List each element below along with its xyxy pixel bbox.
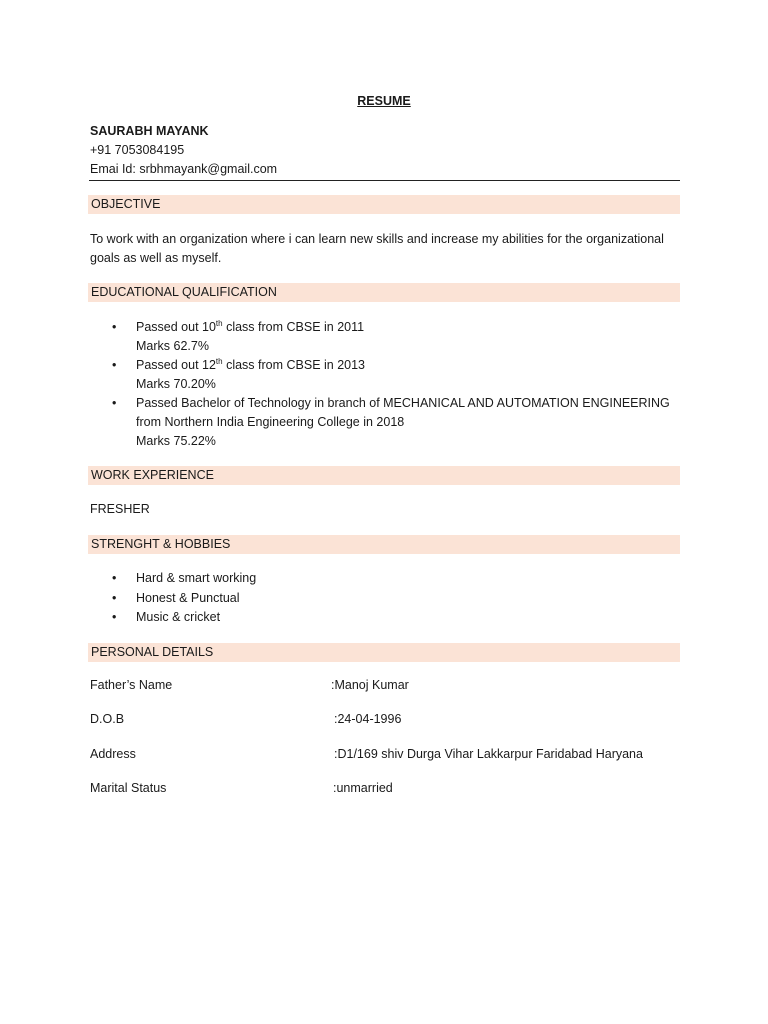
list-item [90,608,680,628]
detail-row-dob [90,710,680,729]
bullet-icon: • [112,610,117,624]
list-item [90,318,680,356]
list-item [90,356,680,394]
strengths-heading: STRENGHT & HOBBIES [88,535,680,554]
strength-item: Hard & smart working [136,571,257,585]
detail-value: :Manoj Kumar [331,678,409,692]
personal-heading: PERSONAL DETAILS [88,643,680,662]
email-line: Emai Id: srbhmayank@gmail.com [90,162,278,176]
detail-value: :D1/169 shiv Durga Vihar Lakkarpur Faridabad Haryana [334,747,643,761]
detail-value: :unmarried [333,781,393,795]
education-item-text [136,356,680,375]
objective-line: goals as well as myself. [90,251,222,265]
superscript: th [215,318,223,328]
contact-block [90,122,277,179]
education-heading: EDUCATIONAL QUALIFICATION [88,283,680,302]
education-marks: Marks 62.7% [136,339,209,353]
work-heading: WORK EXPERIENCE [88,466,680,485]
education-marks: Marks 75.22% [136,434,216,448]
bullet-icon: • [112,590,117,605]
education-item-text [136,318,680,337]
bullet-icon: • [112,320,117,334]
bullet-icon: • [112,396,117,410]
candidate-name: SAURABH MAYANK [90,124,209,138]
objective-heading: OBJECTIVE [88,195,680,214]
strengths-list [90,569,680,628]
education-item-suffix: class from CBSE in 2013 [222,358,366,372]
header-divider [89,180,680,181]
strength-item: Honest & Punctual [136,590,240,605]
education-item-text: from Northern India Engineering College in 2018 [136,415,405,429]
list-item [90,589,680,609]
detail-value: :24-04-1996 [334,712,402,726]
education-list [90,318,680,451]
detail-label: Marital Status [90,781,167,795]
detail-label: Address [90,747,136,761]
education-marks: Marks 70.20% [136,377,216,391]
education-item-prefix: Passed out 10 [136,320,216,334]
phone-number: +91 7053084195 [90,143,185,157]
list-item [90,569,680,589]
education-item-prefix: Passed out 12 [136,358,216,372]
detail-label: D.O.B [90,712,125,726]
list-item [90,394,680,451]
education-item-suffix: class from CBSE in 2011 [222,320,365,334]
detail-row-father [90,676,680,695]
education-item-text: Passed Bachelor of Technology in branch of MECHANICAL AND AUTOMATION ENGINEERING [136,396,670,410]
objective-text [90,230,680,268]
strength-item: Music & cricket [136,610,221,624]
detail-label: Father’s Name [90,678,173,692]
superscript: th [215,356,223,366]
detail-row-marital [90,779,680,798]
bullet-icon: • [112,358,117,372]
objective-line: To work with an organization where i can learn new skills and increase my abilities for the organizational [90,232,664,246]
document-title: RESUME [357,94,411,108]
detail-row-address [90,745,680,764]
work-text: FRESHER [90,502,150,516]
bullet-icon: • [112,571,117,585]
